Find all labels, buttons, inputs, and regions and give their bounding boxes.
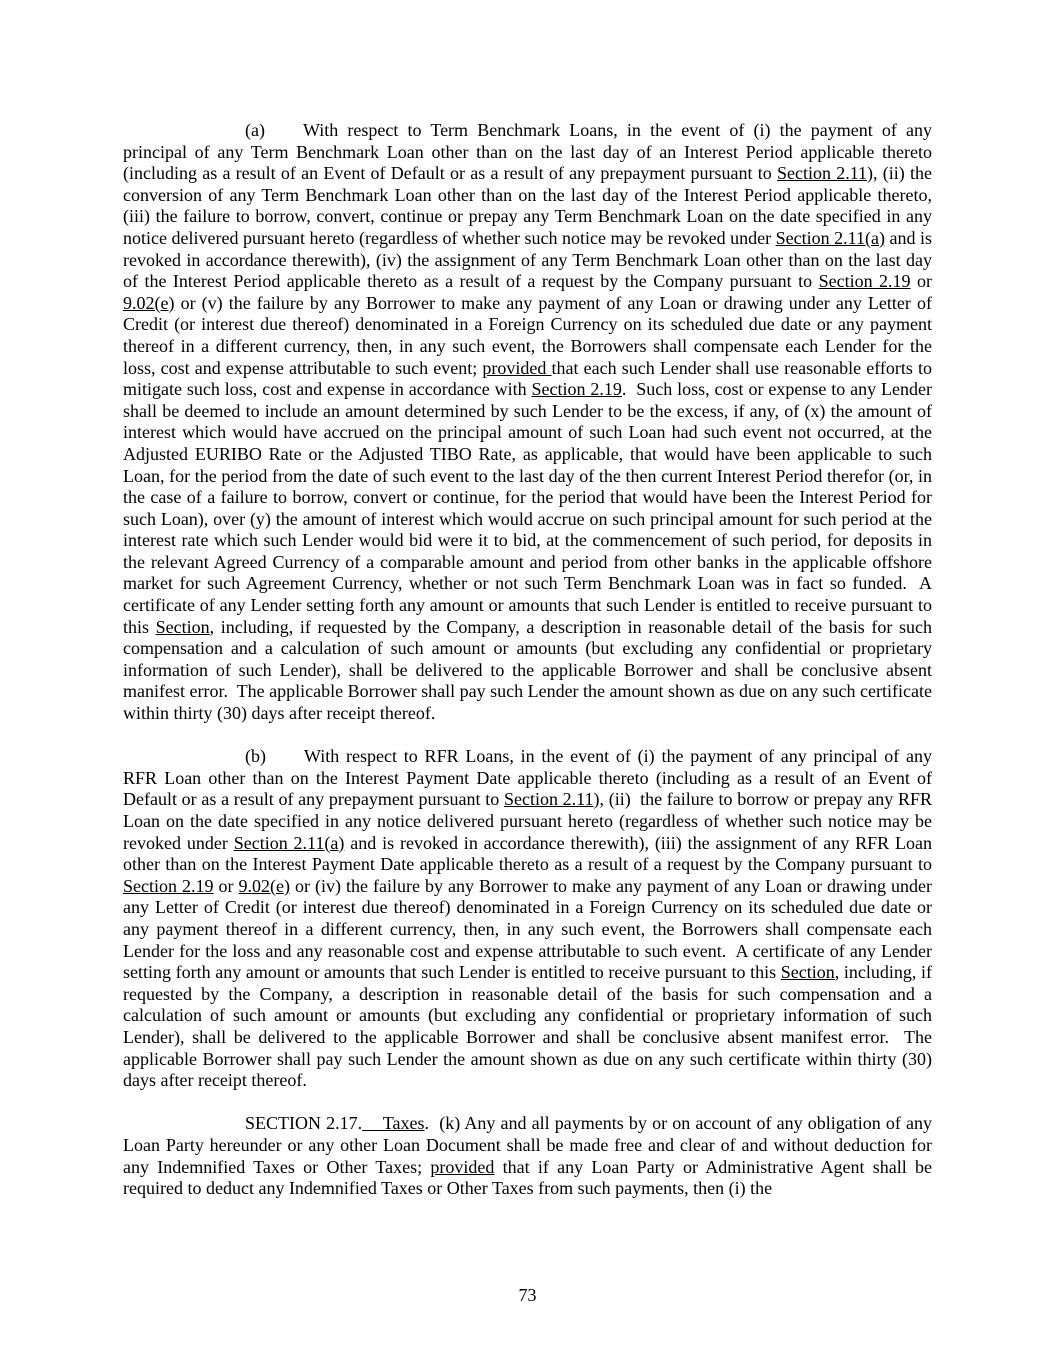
page-footer: [0, 1285, 1055, 1307]
text-segment: . (k) Any and all payments by or on account of any obligation of any Loan Party hereunder or any other Loan Document shall be made free and clear of and without deduction for any Indemnified Taxes or Other Taxes;: [123, 1113, 932, 1177]
paragraph-section-2-17: [123, 1113, 932, 1199]
underlined-text-segment: 9.02(e): [123, 292, 175, 313]
underlined-text-segment: Section 2.19: [531, 379, 622, 400]
text-segment: and is revoked in accordance therewith), (iii) the assignment of any RFR Loan other than on the Interest Payment Date applicable thereto as a result of a request by the Company pursuant to: [123, 832, 932, 875]
paragraph-label: (a): [245, 120, 265, 140]
text-segment: SECTION 2.17.: [245, 1113, 363, 1134]
paragraph-b: [123, 746, 932, 1092]
text-segment: , including, if requested by the Company, a description in reasonable detail of the basis for such compensation and a calculation of such amount or amounts (but excluding any confidential or proprietary information of such Lender), shall be delivered to the applicable Borrower and shall be conclusive absent manifest error. The applicable Borrower shall pay such Lender the amount shown as due on any such certificate within thirty (30) days after receipt thereof.: [123, 962, 932, 1091]
underlined-text-segment: Section 2.11(a): [233, 832, 345, 853]
underlined-text-segment: Section: [780, 962, 835, 983]
underlined-text-segment: 9.02(e): [238, 875, 291, 896]
text-segment: or (v) the failure by any Borrower to make any payment of any Loan or drawing under any Letter of Credit (or interest due thereof) denominated in a Foreign Currency on its scheduled due date or any payment thereof in a different currency, then, in any such event, the Borrowers shall compensate each Lender for the loss, cost and expense attributable to such event;: [123, 292, 932, 378]
underlined-text-segment: Section 2.11: [503, 789, 594, 810]
underlined-text-segment: Section 2.11: [776, 163, 868, 184]
underlined-text-segment: Section 2.19: [123, 875, 214, 896]
underlined-text-segment: Section: [155, 616, 210, 637]
text-segment: With respect to Term Benchmark Loans, in the event of (i) the payment of any principal of any Term Benchmark Loan other than on the last day of an Interest Period applicable thereto (including as a result of an Event of Default or as a result of any prepayment pursuant to: [123, 120, 932, 184]
paragraph-a: [123, 120, 932, 725]
text-segment: ), (ii) the failure to borrow or prepay any RFR Loan on the date specified in any notice delivered pursuant hereto (regardless of whether such notice may be revoked under: [123, 789, 932, 853]
text-segment: and is revoked in accordance therewith), (iv) the assignment of any Term Benchmark Loan other than on the last day of the Interest Period applicable thereto as a result of a request by the Company pursuant to: [123, 227, 932, 292]
text-segment: or (iv) the failure by any Borrower to make any payment of any Loan or drawing under any Letter of Credit (or interest due thereof) denominated in a Foreign Currency on its scheduled due date or any payment thereof in a different currency, then, in any such event, the Borrowers shall compensate each Lender for the loss and any reasonable cost and expense attributable to such event. A certificate of any Lender setting forth any amount or amounts that such Lender is entitled to receive pursuant to this: [123, 875, 933, 983]
underlined-text-segment: Section 2.11(a): [775, 227, 885, 248]
text-segment: or: [213, 875, 239, 896]
text-segment: , including, if requested by the Company, a description in reasonable detail of the basis for such compensation and a calculation of such amount or amounts (but excluding any confidential or proprietary information of such Lender), shall be delivered to the applicable Borrower and shall be conclusive absent manifest error. The applicable Borrower shall pay such Lender the amount shown as due on any such certificate within thirty (30) days after receipt thereof.: [123, 616, 932, 724]
text-segment: or: [910, 271, 932, 292]
underlined-text-segment: provided: [482, 357, 552, 378]
text-segment: that if any Loan Party or Administrative Agent shall be required to deduct any Indemnified Taxes or Other Taxes from such payments, then (i) the: [123, 1156, 933, 1199]
document-body: [123, 120, 932, 1200]
text-segment: ), (ii) the conversion of any Term Benchmark Loan other than on the last day of the Interest Period applicable thereto, (iii) the failure to borrow, convert, continue or prepay any Term Benchmark Loan on the date specified in any notice delivered pursuant hereto (regardless of whether such notice may be revoked under: [123, 163, 932, 248]
text-segment: With respect to RFR Loans, in the event of (i) the payment of any principal of any RFR Loan other than on the Interest Payment Date applicable thereto (including as a result of an Event of Default or as a result of any prepayment pursuant to: [123, 746, 932, 810]
underlined-text-segment: Section 2.19: [818, 271, 911, 292]
underlined-text-segment: Taxes: [362, 1113, 425, 1134]
text-segment: . Such loss, cost or expense to any Lender shall be deemed to include an amount determined by such Lender to be the excess, if any, of (x) the amount of interest which would have accrued on the principal amount of such Loan had such event not occurred, at the Adjusted EURIBO Rate or the Adjusted TIBO Rate, as applicable, that would have been applicable to such Loan, for the period from the date of such event to the last day of the then current Interest Period therefor (or, in the case of a failure to borrow, convert or continue, for the period that would have been the Interest Period for such Loan), over (y) the amount of interest which would accrue on such principal amount for such period at the interest rate which such Lender would bid were it to bid, at the commencement of such period, for deposits in the relevant Agreed Currency of a comparable amount and period from other banks in the applicable offshore market for such Agreement Currency, whether or not such Term Benchmark Loan was in fact so funded. A certificate of any Lender setting forth any amount or amounts that such Lender is entitled to receive pursuant to this: [123, 379, 932, 637]
underlined-text-segment: provided: [430, 1156, 495, 1177]
text-segment: that each such Lender shall use reasonable efforts to mitigate such loss, cost and expense in accordance with: [123, 357, 932, 400]
page-number: 73: [518, 1285, 537, 1306]
paragraph-label: (b): [245, 746, 266, 767]
